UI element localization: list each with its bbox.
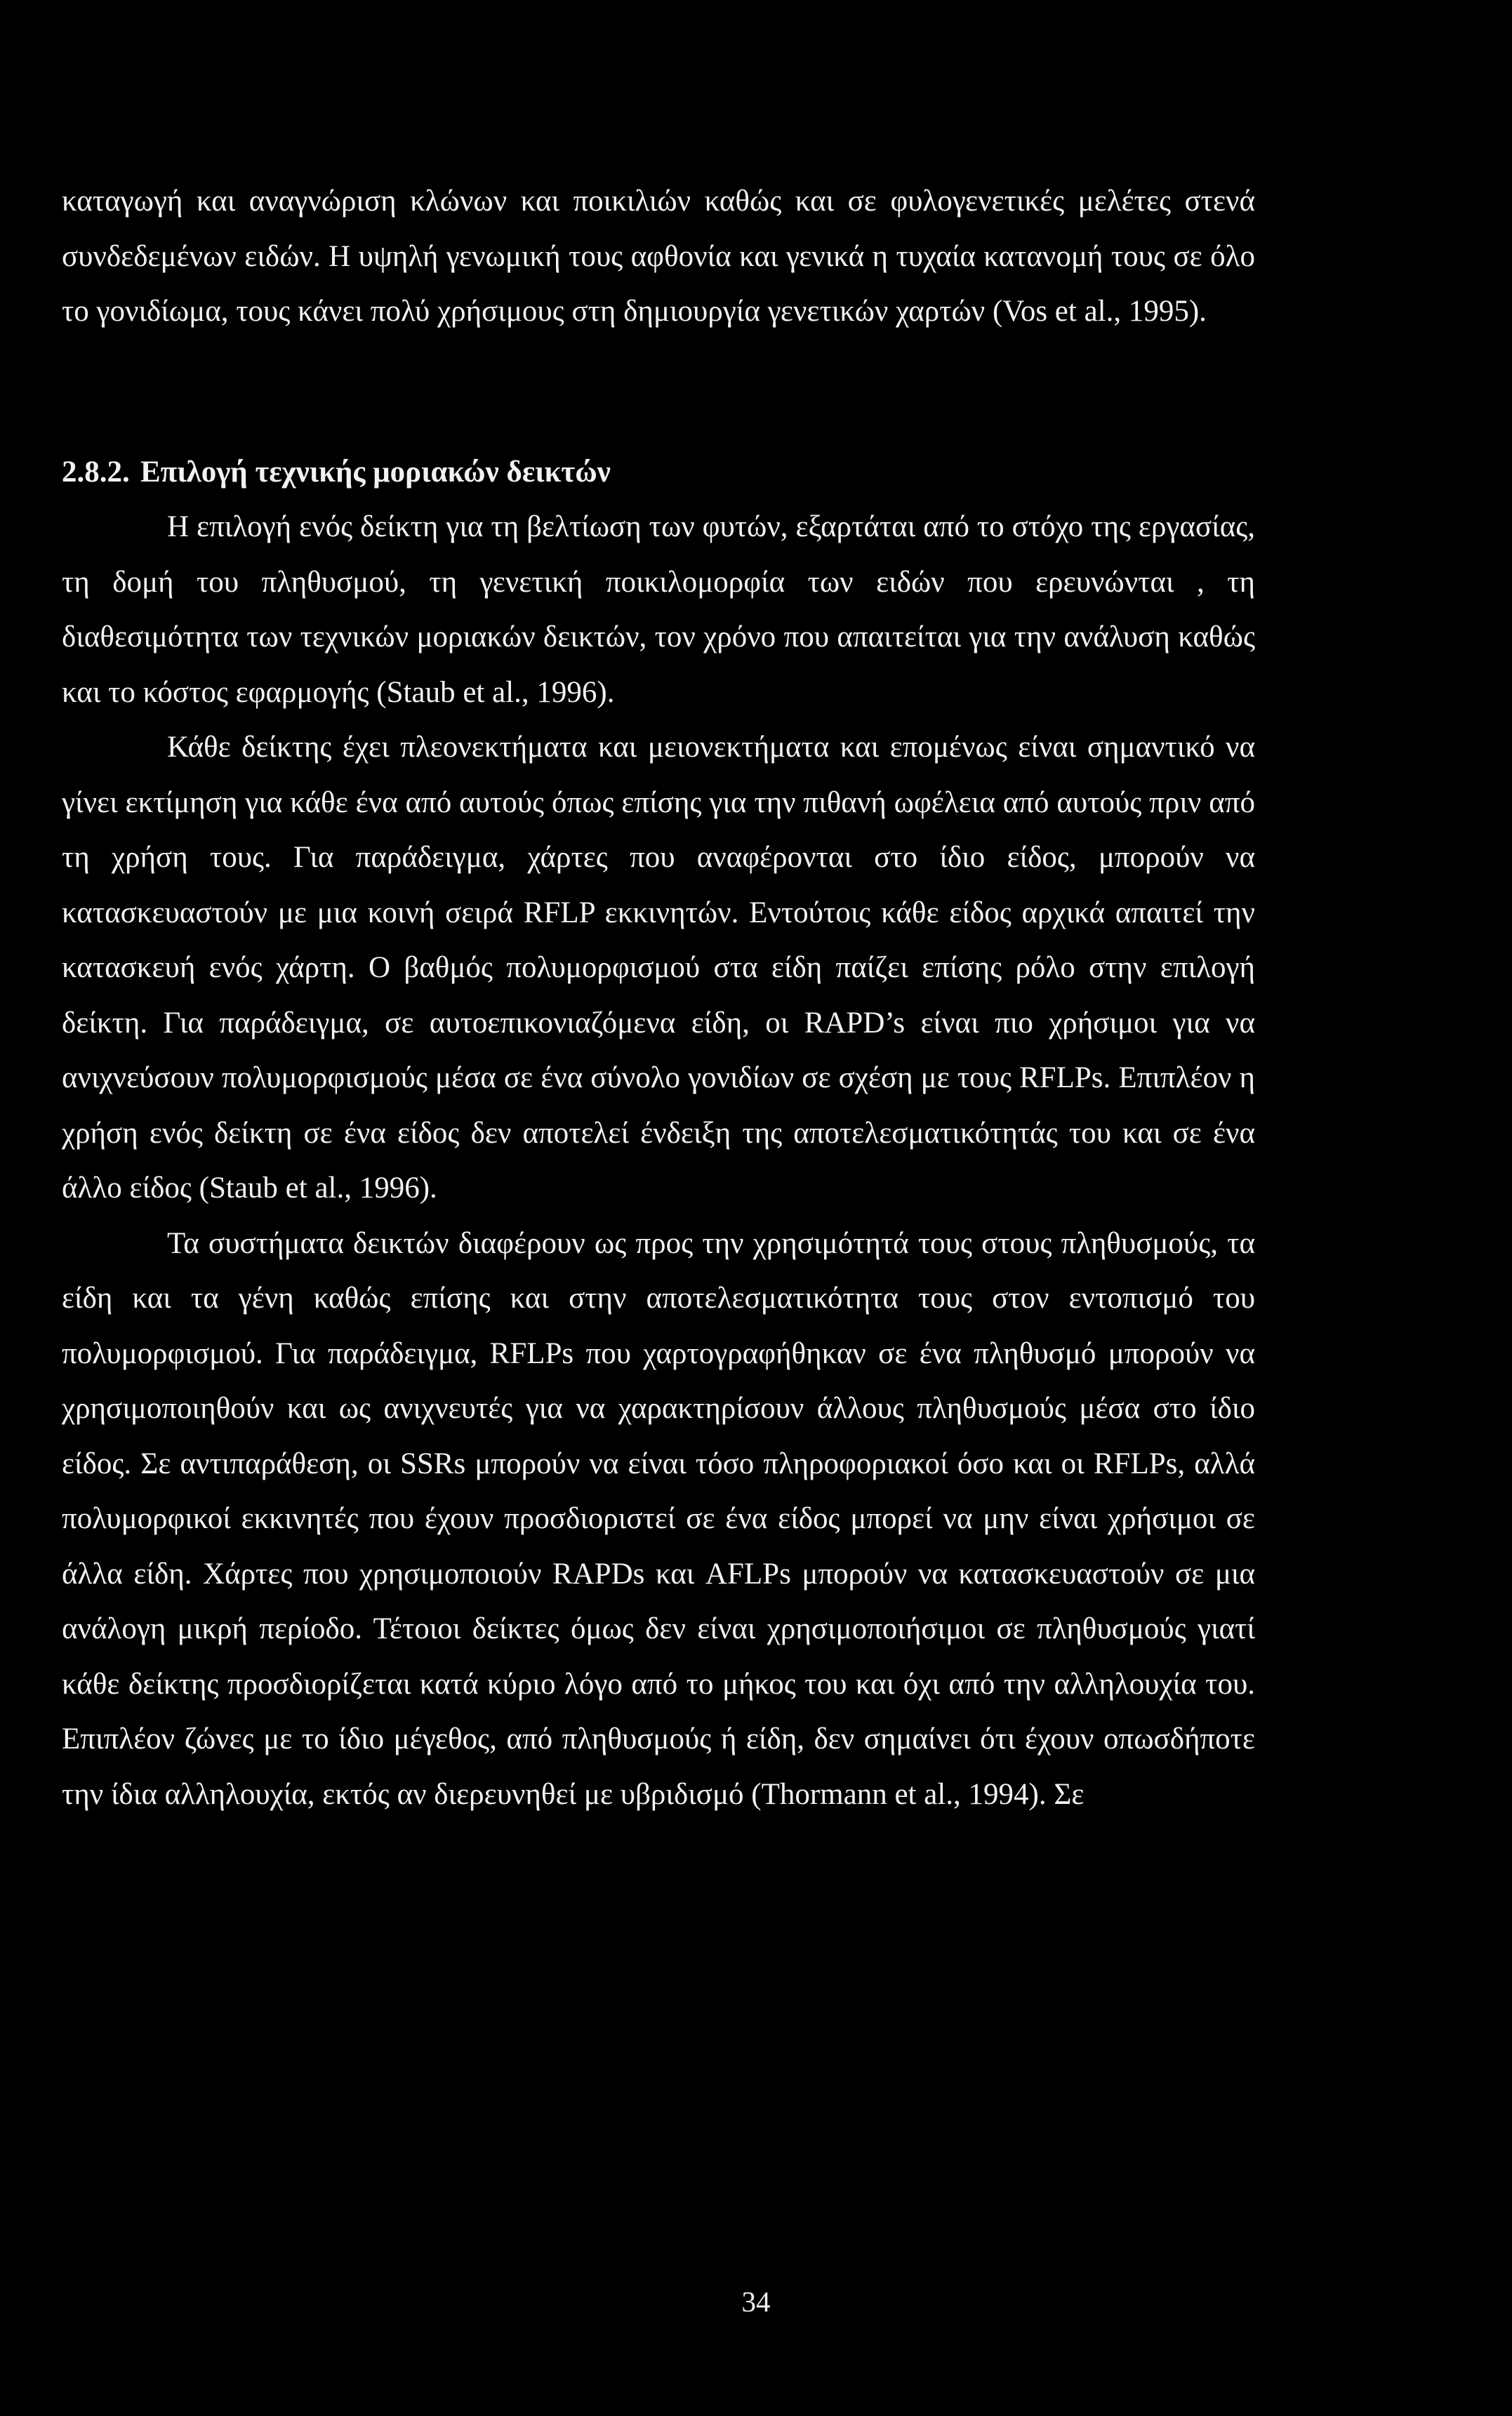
section-heading xyxy=(62,445,1255,500)
body-paragraph-3: Τα συστήματα δεικτών διαφέρουν ως προς την χρησιμότητά τους στους πληθυσμούς, τα είδη και τα γένη καθώς επίσης και στην αποτελεσματικότητα τους στον εντοπισμό του πολυμορφισμού. Για παράδειγμα, RFLPs που χαρτογραφήθηκαν σε ένα πληθυσμό μπορούν να χρησιμοποιηθούν και ως ανιχνευτές για να χαρακτηρίσουν άλλους πληθυσμούς μέσα στο ίδιο είδος. Σε αντιπαράθεση, οι SSRs μπορούν να είναι τόσο πληροφοριακοί όσο και οι RFLPs, αλλά πολυμορφικοί εκκινητές που έχουν προσδιοριστεί σε ένα είδος μπορεί να μην είναι χρήσιμοι σε άλλα είδη. Χάρτες που χρησιμοποιούν RAPDs και AFLPs μπορούν να κατασκευαστούν σε μια ανάλογη μικρή περίοδο. Τέτοιοι δείκτες όμως δεν είναι χρησιμοποιήσιμοι σε πληθυσμούς γιατί κάθε δείκτης προσδιορίζεται κατά κύριο λόγο από το μήκος του και όχι από την αλληλουχία του. Επιπλέον ζώνες με το ίδιο μέγεθος, από πληθυσμούς ή είδη, δεν σημαίνει ότι έχουν οπωσδήποτε την ίδια αλληλουχία, εκτός αν διερευνηθεί με υβριδισμό (Thormann et al., 1994). Σε xyxy=(62,1226,1255,1811)
continuation-paragraph: καταγωγή και αναγνώριση κλώνων και ποικιλιών καθώς και σε φυλογενετικές μελέτες στενά συνδεδεμένων ειδών. Η υψηλή γενωμική τους αφθονία και γενικά η τυχαία κατανομή τους σε όλο το γονιδίωμα, τους κάνει πολύ χρήσιμους στη δημιουργία γενετικών χαρτών (Vos et al., 1995). xyxy=(62,185,1255,328)
page-number: 34 xyxy=(741,2285,771,2318)
section-number: 2.8.2. xyxy=(62,455,130,489)
document-page xyxy=(62,174,1255,1822)
body-paragraph-2: Κάθε δείκτης έχει πλεονεκτήματα και μειονεκτήματα και επομένως είναι σημαντικό να γίνει εκτίμηση για κάθε ένα από αυτούς όπως επίσης για την πιθανή ωφέλεια από αυτούς πριν από τη χρήση τους. Για παράδειγμα, χάρτες που αναφέρονται στο ίδιο είδος, μπορούν να κατασκευαστούν με μια κοινή σειρά RFLP εκκινητών. Εντούτοις κάθε είδος αρχικά απαιτεί την κατασκευή ενός χάρτη. Ο βαθμός πολυμορφισμού στα είδη παίζει επίσης ρόλο στην επιλογή δείκτη. Για παράδειγμα, σε αυτοεπικονιαζόμενα είδη, οι RAPD’s είναι πιο χρήσιμοι για να ανιχνεύσουν πολυμορφισμούς μέσα σε ένα σύνολο γονιδίων σε σχέση με τους RFLPs. Επιπλέον η χρήση ενός δείκτη σε ένα είδος δεν αποτελεί ένδειξη της αποτελεσματικότητάς του και σε ένα άλλο είδος (Staub et al., 1996). xyxy=(62,731,1255,1204)
body-paragraph-1: Η επιλογή ενός δείκτη για τη βελτίωση των φυτών, εξαρτάται από το στόχο της εργασίας, τη δομή του πληθυσμού, τη γενετική ποικιλομορφία των ειδών που ερευνώνται , τη διαθεσιμότητα των τεχνικών μοριακών δεικτών, τον χρόνο που απαιτείται για την ανάλυση καθώς και το κόστος εφαρμογής (Staub et al., 1996). xyxy=(62,510,1255,709)
section-title: Επιλογή τεχνικής μοριακών δεικτών xyxy=(140,455,611,489)
section-spacer xyxy=(62,340,1255,445)
